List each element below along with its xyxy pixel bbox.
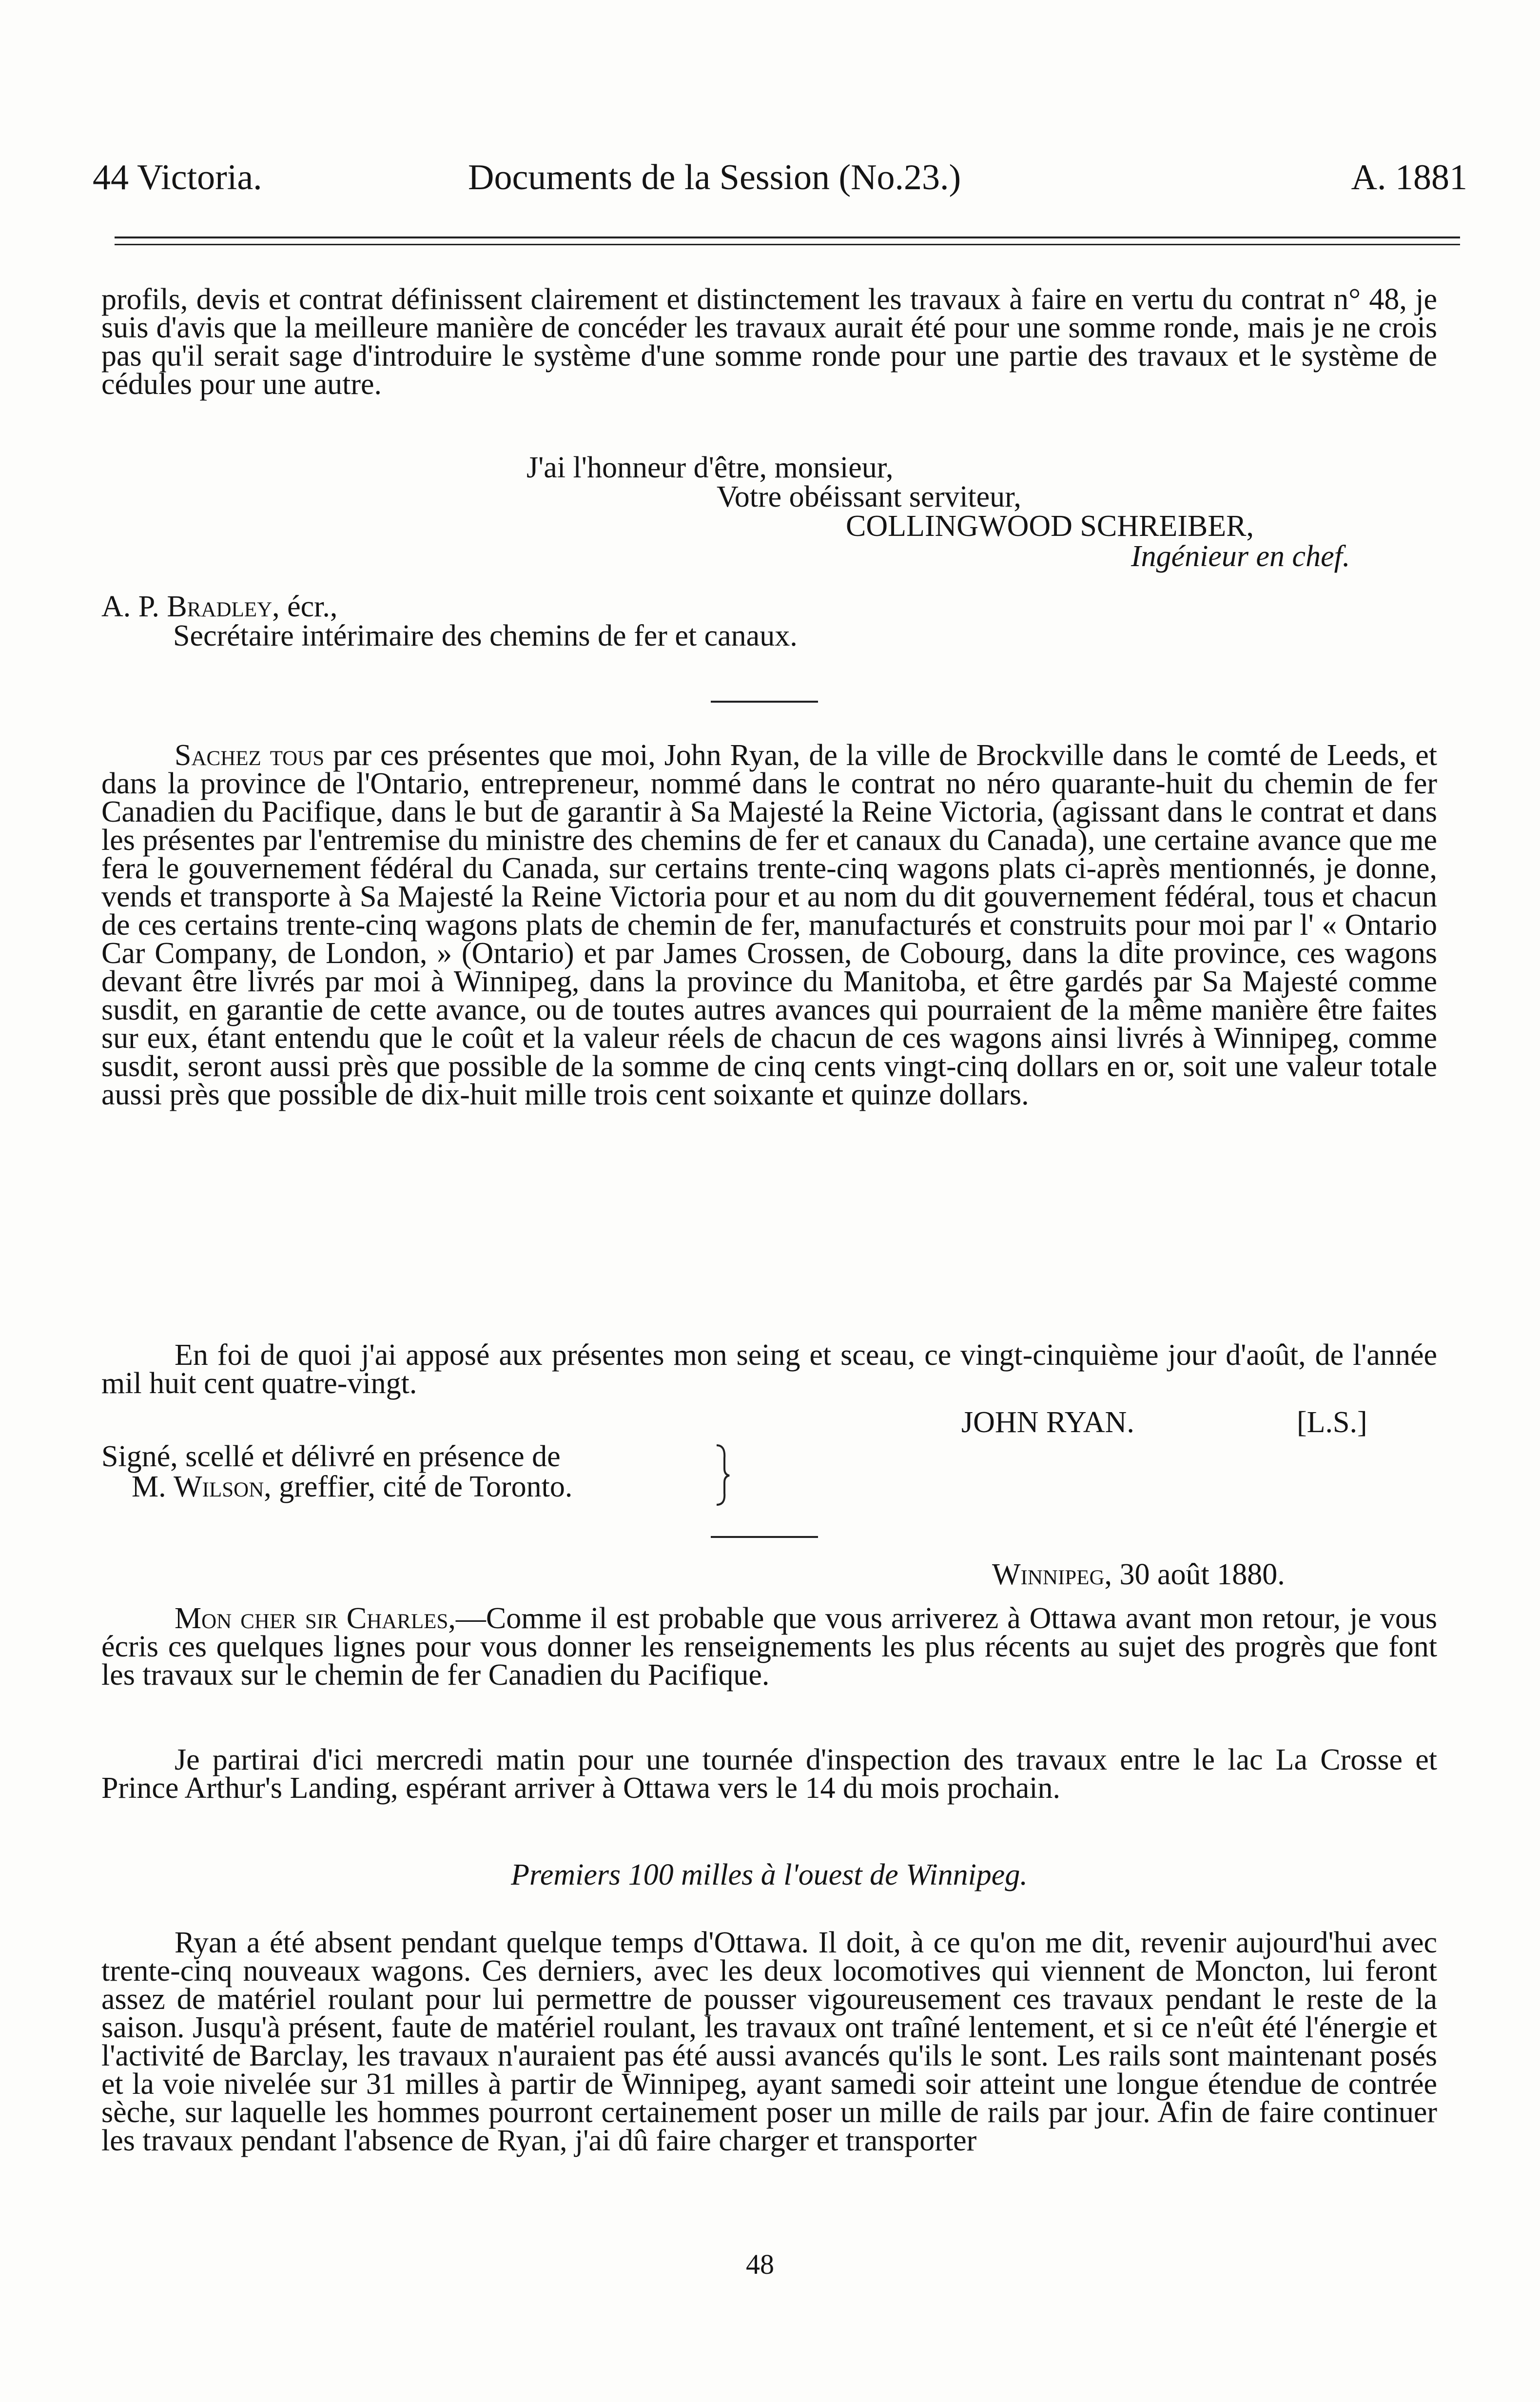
deed-signature: JOHN RYAN. (961, 1406, 1134, 1439)
closing-servant: Votre obéissant serviteur, (717, 480, 1021, 513)
addressee-name: A. P. Bradley, écr., (101, 590, 338, 623)
page-number: 48 (746, 2248, 774, 2280)
header-center: Documents de la Session (No.23.) (468, 158, 961, 197)
section-divider (711, 701, 818, 703)
header-rule-second (115, 244, 1460, 245)
section-divider-2 (711, 1536, 818, 1538)
header-rule (115, 236, 1460, 238)
deed-seal: [L.S.] (1297, 1406, 1367, 1439)
deed-paragraph: Sachez tous par ces présentes que moi, John Ryan, de la ville de Brockville dans le comté de Leeds, et dans la province de l'Ontario, entrepreneur, nommé dans le contrat no néro quarante-huit du chemin de fer Canadien du Pacifique, dans le but de garantir à Sa Majesté la Reine Victoria, (agissant dans le contrat et dans les présentes par l'entremise du ministre des chemins de fer et canaux du Canada), une certaine avance que me fera le gouvernement fédéral du Canada, sur certains trente-cinq wagons plats ci-après mentionnés, je donne, vends et transporte à Sa Majesté la Reine Victoria pour et au nom du dit gouvernement fédéral, tous et chacun de ces certains trente-cinq wagons plats de chemin de fer, manufacturés et construits pour moi par l' « Ontario Car Company, de London, » (Ontario) et par James Crossen, de Cobourg, dans la dite province, ces wagons devant être livrés par moi à Winnipeg, dans la province du Manitoba, et être gardés par Sa Majesté comme susdit, en garantie de cette avance, ou de toutes autres avances qui pourraient de la même manière être faites sur eux, étant entendu que le coût et la valeur réels de chacun de ces wagons ainsi livrés à Winnipeg, comme susdit, seront aussi près que possible de la somme de cinq cents vingt-cinq dollars en or, soit une valeur totale aussi près que possible de dix-huit mille trois cent soixante et quinze dollars. (101, 739, 1438, 1111)
witness-brace-icon (713, 1443, 732, 1507)
signatory-title: Ingénieur en chef. (1131, 540, 1350, 573)
letter-dateline: Winnipeg, 30 août 1880. (992, 1558, 1285, 1591)
running-header (93, 157, 1467, 201)
letter-paragraph-1: Mon cher sir Charles,—Comme il est probable que vous arriverez à Ottawa avant mon retour, je vous écris ces quelques lignes pour vous donner les renseignements les plus récents au sujet des progrès que font les travaux sur le chemin de fer Canadien du Pacifique. (101, 1602, 1437, 1692)
letter-paragraph-2: Je partirai d'ici mercredi matin pour une tournée d'inspection des travaux entre le lac La Crosse et Prince Arthur's Landing, espérant arriver à Ottawa vers le 14 du mois prochain. (101, 1743, 1437, 1805)
closing-honour: J'ai l'honneur d'être, monsieur, (526, 451, 894, 484)
header-right: A. 1881 (1351, 158, 1467, 197)
section-title: Premiers 100 milles à l'ouest de Winnipeg. (511, 1858, 1028, 1891)
deed-witness-name: M. Wilson, greffier, cité de Toronto. (132, 1470, 573, 1503)
deed-witness-paragraph: En foi de quoi j'ai apposé aux présentes mon seing et sceau, ce vingt-cinquième jour d'août, de l'année mil huit cent quatre-vingt. (101, 1339, 1437, 1400)
deed-signed-line: Signé, scellé et délivré en présence de (101, 1440, 561, 1473)
addressee-role: Secrétaire intérimaire des chemins de fer et canaux. (173, 619, 798, 652)
letter-paragraph-3: Ryan a été absent pendant quelque temps d'Ottawa. Il doit, à ce qu'on me dit, revenir aujourd'hui avec trente-cinq nouveaux wagons. Ces derniers, avec les deux locomotives qui viennent de Moncton, lui feront assez de matériel roulant pour lui permettre de pousser vigoureusement ces travaux pendant le reste de la saison. Jusqu'à présent, faute de matériel roulant, les travaux ont traîné lentement, et si ce n'eût été l'énergie et l'activité de Barclay, les travaux n'auraient pas été aussi avancés qu'ils le sont. Les rails sont maintenant posés et la voie nivelée sur 31 milles à partir de Winnipeg, ayant samedi soir atteint une longue étendue de contrée sèche, sur laquelle les hommes pourront certainement poser un mille de rails par jour. Afin de faire continuer les travaux pendant l'absence de Ryan, j'ai dû faire charger et transporter (101, 1926, 1437, 2157)
signatory-name: COLLINGWOOD SCHREIBER, (846, 510, 1254, 543)
paragraph-profils: profils, devis et contrat définissent clairement et distinctement les travaux à faire en vertu du contrat n° 48, je suis d'avis que la meilleure manière de concéder les travaux aurait été pour une somme ronde, mais je ne crois pas qu'il serait sage d'introduire le système d'une somme ronde pour une partie des travaux et le système de cédules pour une autre. (101, 283, 1437, 401)
header-left: 44 Victoria. (93, 158, 262, 197)
